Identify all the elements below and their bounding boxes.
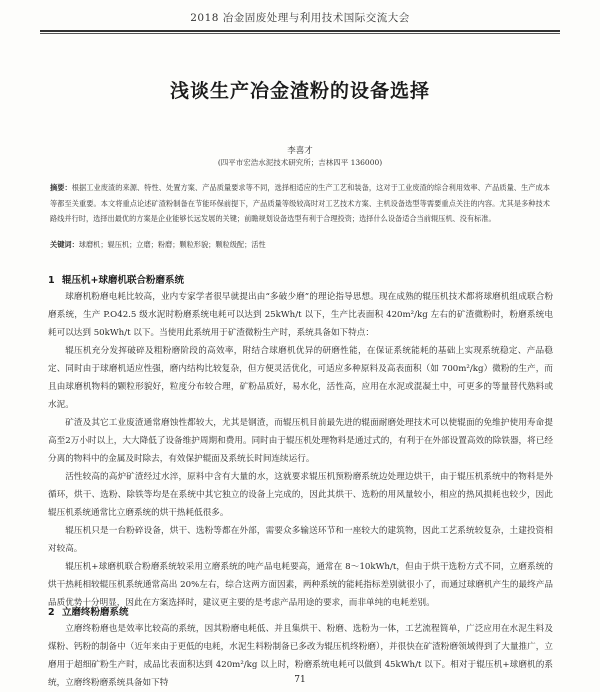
paragraph: 辊压机+球磨机联合粉磨系统较采用立磨系统的吨产品电耗要高，通常在 8～10kWh/t，但由于烘干选粉方式不同，立磨系统的烘干热耗相较辊压机系统通常高出 20%左右，综合这两方面因素，两种系统的能耗指标差别就很小了，而通过球磨机产生的最终产品品质优势十分明显，因此在方案选择时，建议更主要的是考虑产品用途的要求，而非单纯的电耗差别。 (48, 562, 553, 608)
keywords (50, 240, 550, 250)
header-rule (40, 30, 560, 32)
affiliation: (四平市宏浩水泥技术研究所；吉林四平 136000) (217, 158, 383, 167)
header-rule-thin (40, 33, 560, 34)
abstract-label: 摘要： (50, 183, 72, 192)
keywords-text: 球磨机；辊压机；立磨；粉磨；颗粒形貌；颗粒级配；活性 (78, 240, 266, 249)
keywords-label: 关键词： (50, 240, 79, 249)
section-title: 立磨终粉磨系统 (62, 607, 129, 618)
paper-title: 浅谈生产冶金渣粉的设备选择 (169, 80, 430, 102)
paragraph: 立磨终粉磨也是效率比较高的系统，因其粉磨电耗低、并且集烘干、粉磨、选粉为一体，工艺流程简单，广泛应用在水泥生料及煤粉、钙粉的制备中（近年来由于更低的电耗，水泥生料粉制备已多改为辊压机终粉磨），并很快在矿渣粉磨领域得到了大量推广，立磨用于超细矿粉生产时，成品比表面积达到 420m²/kg 以上时，粉磨系统电耗可以做到 45kWh/t 以下。相对于辊压机+球磨机的系统，立磨终粉磨系统具备如下特 (48, 624, 553, 688)
page-number: 71 (294, 675, 306, 685)
conference-header: 2018 冶金固废处理与利用技术国际交流大会 (190, 12, 410, 24)
paragraph: 球磨机粉磨电耗比较高，业内专家学者很早就提出由“多破少磨”的理论指导思想。现在成熟的辊压机技术都将球磨机组成联合粉磨系统，生产 P.O42.5 级水泥时粉磨系统电耗可以达到 25kWh/t 以下，生产比表面积 420m²/kg 左右的矿渣微粉时，粉磨系统电耗可以达到 50kWh/t 以下。当使用此系统用于矿渣微粉生产时，系统具备如下特点： (48, 292, 553, 338)
section-1-body (48, 288, 553, 612)
section-number: 1 (48, 275, 55, 286)
paragraph: 矿渣及其它工业废渣通常磨蚀性都较大，尤其是钢渣，而辊压机目前最先进的辊面耐磨处理技术可以使辊面的免维护使用寿命提高至2万小时以上，大大降低了设备维护周期和费用。同时由于辊压机处理物料是通过式的，有利于在外部设置高效的除铁器，将已经分离的物料中的金属及时除去，有效保护辊面及系统长时间连续运行。 (48, 418, 553, 464)
abstract (50, 180, 550, 227)
author: 李喜才 (287, 146, 313, 156)
abstract-text: 根据工业废渣的来源、特性、处置方案、产品质量要求等不同，选择相适应的生产工艺和装备，这对于工业废渣的综合利用效率、产品质量、生产成本等都至关重要。本文将重点论述矿渣粉制备在节能环保前提下，产品质量等级较高时对工艺技术方案、主机设备选型等需要重点关注的内容。尤其是多种技术路线并行时，选择出最优的方案是企业能够长远发展的关键；前瞻规划设备选型有利于合理投资；选择什么设备适合当前辊压机、没有标准。 (50, 183, 550, 223)
paragraph: 活性较高的高炉矿渣经过水淬，原料中含有大量的水，这就要求辊压机预粉磨系统边处理边烘干，由于辊压机系统中的物料是外循环，烘干、选粉、除铁等均是在系统中其它独立的设备上完成的，因此其烘干、选粉的用风量较小，相应的热风损耗也较少，因此辊压机系统通常比立磨系统的烘干热耗低很多。 (48, 472, 553, 518)
paragraph: 辊压机充分发挥破碎及粗粉磨阶段的高效率，附结合球磨机优异的研磨性能，在保证系统能耗的基础上实现系统稳定、产品稳定、同时由于球磨机适应性强，磨内结构比较复杂，但方便灵活优化，可适应多种原料及高表面积（如 700m²/kg）微粉的生产，而且由球磨机物料的颗粒形貌好，粒度分布较合理，矿粉品质好，易水化，活性高，应用在水泥或混凝土中，可更多的等量替代熟料或水泥。 (48, 346, 553, 410)
section-heading-2 (48, 604, 129, 618)
section-title: 辊压机+球磨机联合粉磨系统 (62, 275, 184, 286)
paragraph: 辊压机只是一台粉碎设备，烘干、选粉等都在外部，需要众多输送环节和一座较大的建筑物，因此工艺系统较复杂，土建投资相对较高。 (48, 526, 553, 554)
section-number: 2 (48, 607, 55, 618)
section-heading-1 (48, 272, 184, 286)
